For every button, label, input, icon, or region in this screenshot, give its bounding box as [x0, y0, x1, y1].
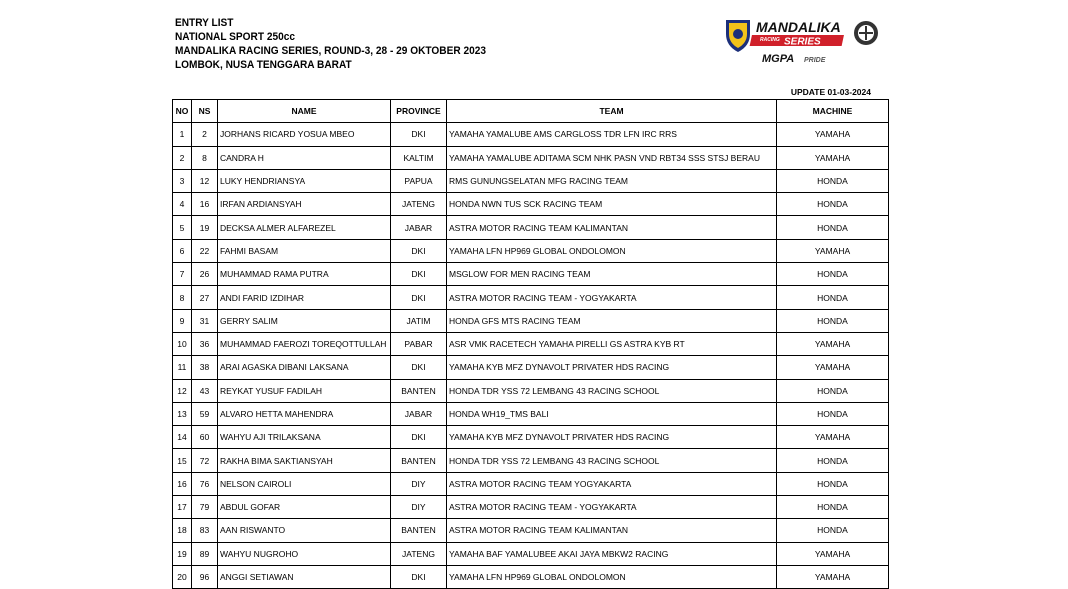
column-header-province: PROVINCE	[391, 100, 447, 123]
cell-team: YAMAHA YAMALUBE AMS CARGLOSS TDR LFN IRC RRS	[447, 123, 777, 146]
cell-team: YAMAHA KYB MFZ DYNAVOLT PRIVATER HDS RACING	[447, 356, 777, 379]
cell-name: ALVARO HETTA MAHENDRA	[218, 402, 391, 425]
cell-team: ASTRA MOTOR RACING TEAM - YOGYAKARTA	[447, 286, 777, 309]
cell-team: YAMAHA LFN HP969 GLOBAL ONDOLOMON	[447, 239, 777, 262]
cell-name: WAHYU AJI TRILAKSANA	[218, 426, 391, 449]
cell-no: 19	[173, 542, 192, 565]
table-row	[173, 519, 889, 542]
mandalika-racing-series-logo	[722, 16, 882, 68]
cell-machine: HONDA	[777, 402, 889, 425]
cell-ns: 22	[192, 239, 218, 262]
cell-ns: 43	[192, 379, 218, 402]
cell-ns: 26	[192, 263, 218, 286]
cell-machine: HONDA	[777, 286, 889, 309]
cell-name: NELSON CAIROLI	[218, 472, 391, 495]
cell-machine: HONDA	[777, 169, 889, 192]
cell-machine: HONDA	[777, 263, 889, 286]
cell-team: ASR VMK RACETECH YAMAHA PIRELLI GS ASTRA KYB RT	[447, 332, 777, 355]
cell-name: RAKHA BIMA SAKTIANSYAH	[218, 449, 391, 472]
table-row	[173, 123, 889, 146]
cell-ns: 83	[192, 519, 218, 542]
cell-province: DKI	[391, 426, 447, 449]
table-row	[173, 402, 889, 425]
cell-ns: 59	[192, 402, 218, 425]
cell-name: MUHAMMAD RAMA PUTRA	[218, 263, 391, 286]
cell-ns: 12	[192, 169, 218, 192]
cell-name: FAHMI BASAM	[218, 239, 391, 262]
cell-province: JATENG	[391, 193, 447, 216]
column-header-machine: MACHINE	[777, 100, 889, 123]
cell-name: MUHAMMAD FAEROZI TOREQOTTULLAH	[218, 332, 391, 355]
cell-machine: HONDA	[777, 519, 889, 542]
cell-province: JABAR	[391, 216, 447, 239]
column-header-name: NAME	[218, 100, 391, 123]
cell-ns: 96	[192, 565, 218, 588]
table-row	[173, 542, 889, 565]
cell-machine: HONDA	[777, 379, 889, 402]
cell-team: RMS GUNUNGSELATAN MFG RACING TEAM	[447, 169, 777, 192]
cell-no: 4	[173, 193, 192, 216]
cell-machine: YAMAHA	[777, 542, 889, 565]
logo-pride: PRIDE	[804, 57, 826, 64]
table-row	[173, 356, 889, 379]
cell-province: DKI	[391, 239, 447, 262]
cell-ns: 16	[192, 193, 218, 216]
table-header-row	[173, 100, 889, 123]
cell-machine: YAMAHA	[777, 239, 889, 262]
column-header-no: NO	[173, 100, 192, 123]
table-row	[173, 169, 889, 192]
table-row	[173, 472, 889, 495]
table-row	[173, 496, 889, 519]
cell-province: BANTEN	[391, 449, 447, 472]
cell-machine: YAMAHA	[777, 426, 889, 449]
cell-ns: 31	[192, 309, 218, 332]
cell-no: 15	[173, 449, 192, 472]
cell-name: LUKY HENDRIANSYA	[218, 169, 391, 192]
header-location: LOMBOK, NUSA TENGGARA BARAT	[175, 59, 352, 71]
cell-team: ASTRA MOTOR RACING TEAM - YOGYAKARTA	[447, 496, 777, 519]
cell-no: 16	[173, 472, 192, 495]
cell-team: YAMAHA LFN HP969 GLOBAL ONDOLOMON	[447, 565, 777, 588]
cell-province: DKI	[391, 565, 447, 588]
header-event: MANDALIKA RACING SERIES, ROUND-3, 28 - 29 OKTOBER 2023	[175, 45, 486, 57]
cell-ns: 89	[192, 542, 218, 565]
cell-name: ANGGI SETIAWAN	[218, 565, 391, 588]
cell-province: BANTEN	[391, 519, 447, 542]
cell-team: ASTRA MOTOR RACING TEAM KALIMANTAN	[447, 519, 777, 542]
document-header	[175, 16, 486, 72]
cell-no: 5	[173, 216, 192, 239]
cell-machine: YAMAHA	[777, 146, 889, 169]
table-row	[173, 193, 889, 216]
cell-province: PAPUA	[391, 169, 447, 192]
cell-no: 17	[173, 496, 192, 519]
cell-machine: HONDA	[777, 193, 889, 216]
cell-team: YAMAHA KYB MFZ DYNAVOLT PRIVATER HDS RACING	[447, 426, 777, 449]
cell-province: PABAR	[391, 332, 447, 355]
cell-machine: YAMAHA	[777, 565, 889, 588]
cell-no: 11	[173, 356, 192, 379]
cell-name: DECKSA ALMER ALFAREZEL	[218, 216, 391, 239]
cell-ns: 38	[192, 356, 218, 379]
column-header-ns: NS	[192, 100, 218, 123]
cell-province: DIY	[391, 496, 447, 519]
cell-name: WAHYU NUGROHO	[218, 542, 391, 565]
cell-ns: 36	[192, 332, 218, 355]
cell-name: GERRY SALIM	[218, 309, 391, 332]
cell-team: ASTRA MOTOR RACING TEAM YOGYAKARTA	[447, 472, 777, 495]
cell-team: HONDA GFS MTS RACING TEAM	[447, 309, 777, 332]
logo-word-racing: RACING	[760, 37, 780, 43]
cell-name: CANDRA H	[218, 146, 391, 169]
header-class: NATIONAL SPORT 250cc	[175, 31, 295, 43]
entry-list-table	[172, 99, 889, 589]
table-row	[173, 426, 889, 449]
cell-no: 13	[173, 402, 192, 425]
cell-province: JATENG	[391, 542, 447, 565]
cell-province: JATIM	[391, 309, 447, 332]
cell-ns: 8	[192, 146, 218, 169]
header-title: ENTRY LIST	[175, 17, 234, 29]
table-row	[173, 239, 889, 262]
cell-team: HONDA TDR YSS 72 LEMBANG 43 RACING SCHOOL	[447, 449, 777, 472]
cell-no: 2	[173, 146, 192, 169]
cell-no: 9	[173, 309, 192, 332]
cell-ns: 76	[192, 472, 218, 495]
cell-province: DIY	[391, 472, 447, 495]
cell-team: YAMAHA BAF YAMALUBEE AKAI JAYA MBKW2 RACING	[447, 542, 777, 565]
cell-no: 10	[173, 332, 192, 355]
table-row	[173, 286, 889, 309]
cell-province: DKI	[391, 263, 447, 286]
cell-team: HONDA NWN TUS SCK RACING TEAM	[447, 193, 777, 216]
cell-no: 1	[173, 123, 192, 146]
cell-no: 7	[173, 263, 192, 286]
cell-no: 14	[173, 426, 192, 449]
cell-no: 20	[173, 565, 192, 588]
cell-team: HONDA TDR YSS 72 LEMBANG 43 RACING SCHOOL	[447, 379, 777, 402]
cell-ns: 2	[192, 123, 218, 146]
crest-icon	[726, 20, 750, 52]
logo-mgpa: MGPA	[762, 53, 795, 65]
table-row	[173, 379, 889, 402]
cell-machine: YAMAHA	[777, 332, 889, 355]
cell-ns: 72	[192, 449, 218, 472]
column-header-team: TEAM	[447, 100, 777, 123]
cell-ns: 60	[192, 426, 218, 449]
cell-machine: HONDA	[777, 216, 889, 239]
cell-name: ABDUL GOFAR	[218, 496, 391, 519]
table-row	[173, 263, 889, 286]
table-row	[173, 309, 889, 332]
cell-name: ARAI AGASKA DIBANI LAKSANA	[218, 356, 391, 379]
cell-name: AAN RISWANTO	[218, 519, 391, 542]
cell-ns: 79	[192, 496, 218, 519]
update-date: UPDATE 01-03-2024	[790, 87, 871, 97]
cell-machine: YAMAHA	[777, 123, 889, 146]
cell-ns: 19	[192, 216, 218, 239]
table-row	[173, 565, 889, 588]
cell-no: 18	[173, 519, 192, 542]
cell-ns: 27	[192, 286, 218, 309]
cell-name: REYKAT YUSUF FADILAH	[218, 379, 391, 402]
cell-name: JORHANS RICARD YOSUA MBEO	[218, 123, 391, 146]
cell-province: KALTIM	[391, 146, 447, 169]
cell-name: IRFAN ARDIANSYAH	[218, 193, 391, 216]
cell-machine: HONDA	[777, 449, 889, 472]
cell-machine: HONDA	[777, 309, 889, 332]
cell-team: ASTRA MOTOR RACING TEAM KALIMANTAN	[447, 216, 777, 239]
cell-team: MSGLOW FOR MEN RACING TEAM	[447, 263, 777, 286]
cell-province: DKI	[391, 286, 447, 309]
cell-machine: HONDA	[777, 472, 889, 495]
cell-no: 3	[173, 169, 192, 192]
cell-province: JABAR	[391, 402, 447, 425]
cell-machine: HONDA	[777, 496, 889, 519]
table-row	[173, 449, 889, 472]
cell-province: BANTEN	[391, 379, 447, 402]
emblem-icon	[854, 21, 878, 45]
logo-word-series: SERIES	[784, 36, 821, 48]
cell-name: ANDI FARID IZDIHAR	[218, 286, 391, 309]
cell-no: 8	[173, 286, 192, 309]
cell-team: YAMAHA YAMALUBE ADITAMA SCM NHK PASN VND RBT34 SSS STSJ BERAU	[447, 146, 777, 169]
cell-no: 12	[173, 379, 192, 402]
cell-province: DKI	[391, 356, 447, 379]
table-row	[173, 332, 889, 355]
cell-team: HONDA WH19_TMS BALI	[447, 402, 777, 425]
cell-province: DKI	[391, 123, 447, 146]
table-row	[173, 216, 889, 239]
logo-word-mandalika: MANDALIKA	[756, 19, 841, 35]
cell-no: 6	[173, 239, 192, 262]
table-row	[173, 146, 889, 169]
cell-machine: YAMAHA	[777, 356, 889, 379]
